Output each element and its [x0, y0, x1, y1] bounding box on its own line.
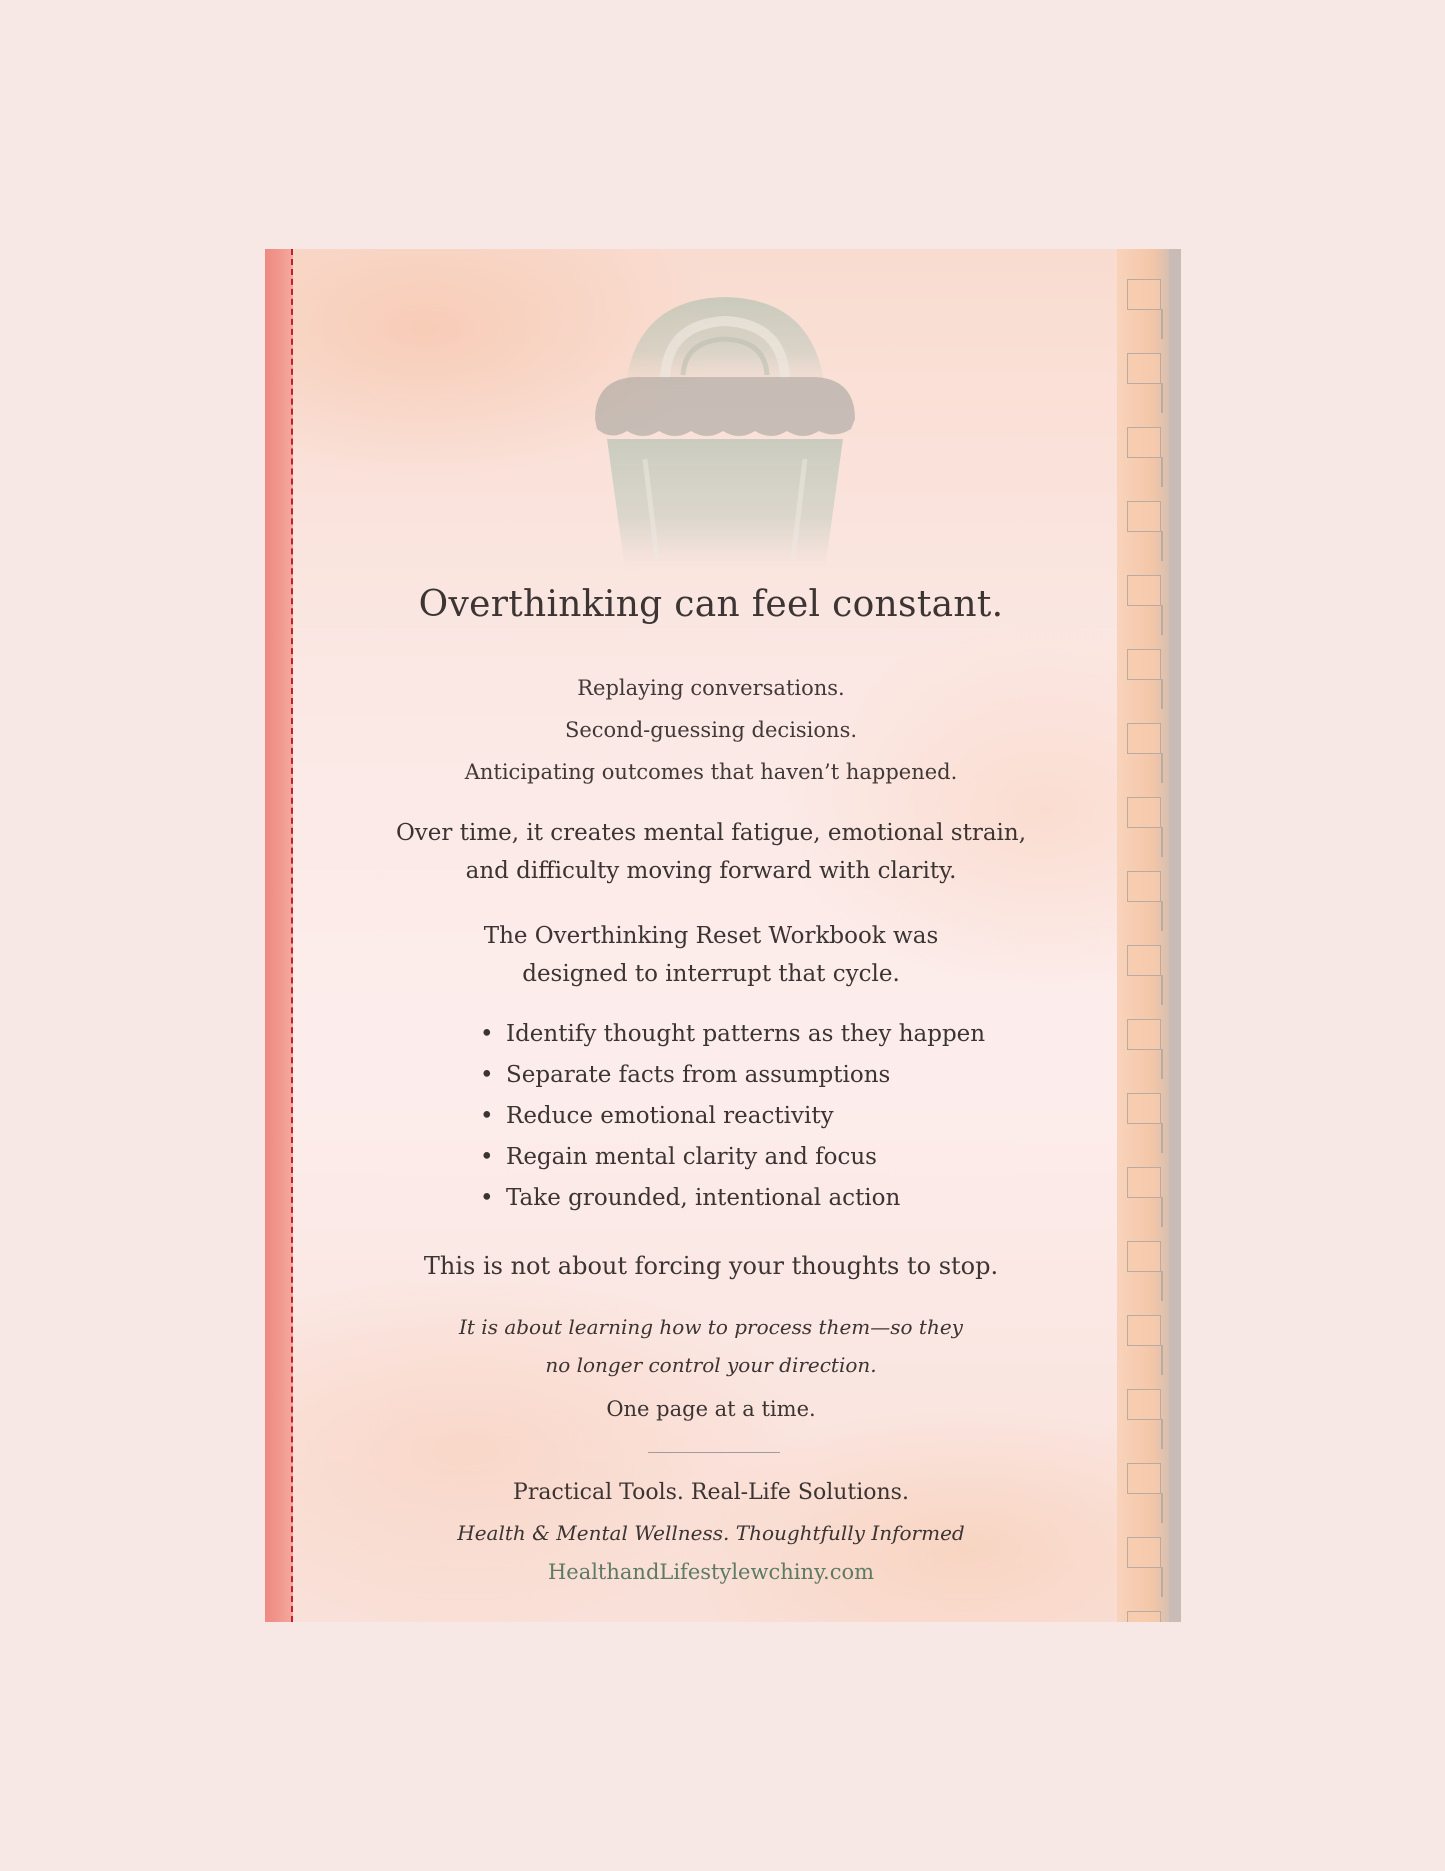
- list-item: • Identify thought patterns as they happen: [480, 1014, 985, 1055]
- benefit-list: [480, 1014, 985, 1219]
- page-tab: [1127, 649, 1161, 680]
- page-tab-connector: [1161, 383, 1163, 413]
- italic-line: no longer control your direction.: [545, 1353, 877, 1377]
- page-tab: [1127, 1611, 1161, 1622]
- book-spine: [265, 249, 293, 1622]
- page-tab-connector: [1161, 1049, 1163, 1079]
- page-tab-connector: [1161, 309, 1163, 339]
- page-tab: [1127, 1241, 1161, 1272]
- page-tab: [1127, 1315, 1161, 1346]
- page-tab-connector: [1161, 827, 1163, 857]
- footer-tagline: Practical Tools. Real-Life Solutions.: [513, 1480, 909, 1505]
- page-tab-strip: [1117, 249, 1181, 1622]
- intro-line: Second-guessing decisions.: [564, 718, 858, 742]
- page-tab-connector: [1161, 1493, 1163, 1523]
- page-tab-connector: [1161, 1197, 1163, 1227]
- page-tab: [1127, 1389, 1161, 1420]
- list-item: • Regain mental clarity and focus: [480, 1137, 985, 1178]
- page-edge: [1169, 249, 1181, 1622]
- page-tab-connector: [1161, 1345, 1163, 1375]
- page-tab: [1127, 1167, 1161, 1198]
- page-tab: [1127, 1019, 1161, 1050]
- spine-stitch-line: [291, 249, 293, 1622]
- closing-line: One page at a time.: [606, 1397, 816, 1421]
- paragraph-line: The Overthinking Reset Workbook was: [483, 923, 939, 949]
- page-tab: [1127, 1093, 1161, 1124]
- intro-line: Replaying conversations.: [577, 676, 845, 700]
- page-tab-connector: [1161, 753, 1163, 783]
- page-tab-connector: [1161, 1419, 1163, 1449]
- page-tab: [1127, 353, 1161, 384]
- trash-bin-icon: [555, 279, 895, 569]
- page-tab: [1127, 871, 1161, 902]
- italic-paragraph: [305, 1308, 1117, 1384]
- page-tab: [1127, 1463, 1161, 1494]
- list-item: • Take grounded, intentional action: [480, 1178, 985, 1219]
- page-tab: [1127, 945, 1161, 976]
- fatigue-paragraph: [305, 814, 1117, 890]
- page-tab-connector: [1161, 531, 1163, 561]
- page-tab: [1127, 427, 1161, 458]
- page-tab-connector: [1161, 679, 1163, 709]
- page-tab-connector: [1161, 901, 1163, 931]
- page-tab-connector: [1161, 975, 1163, 1005]
- page-title: Overthinking can feel constant.: [418, 584, 1004, 625]
- italic-line: It is about learning how to process them—so they: [459, 1315, 963, 1339]
- list-item: • Separate facts from assumptions: [480, 1055, 985, 1096]
- page-tab: [1127, 575, 1161, 606]
- page-tab: [1127, 1537, 1161, 1568]
- intro-lines: [305, 667, 1117, 793]
- page-tab-connector: [1161, 1271, 1163, 1301]
- list-item: • Reduce emotional reactivity: [480, 1096, 985, 1137]
- statement-text: This is not about forcing your thoughts to stop.: [423, 1252, 999, 1280]
- page-tab: [1127, 723, 1161, 754]
- paragraph-line: designed to interrupt that cycle.: [522, 961, 900, 987]
- page-tab-connector: [1161, 457, 1163, 487]
- page-tab-connector: [1161, 605, 1163, 635]
- page-tab-connector: [1161, 1123, 1163, 1153]
- paragraph-line: and difficulty moving forward with clarity.: [465, 858, 957, 884]
- footer-subtagline: Health & Mental Wellness. Thoughtfully Informed: [457, 1521, 965, 1545]
- page-tab: [1127, 279, 1161, 310]
- intro-line: Anticipating outcomes that haven’t happened.: [464, 760, 958, 784]
- workbook-back-cover: [265, 249, 1181, 1622]
- divider: [648, 1452, 780, 1453]
- workbook-paragraph: [305, 917, 1117, 993]
- page-tab-connector: [1161, 1567, 1163, 1597]
- paragraph-line: Over time, it creates mental fatigue, emotional strain,: [395, 820, 1027, 846]
- website-link[interactable]: HealthandLifestylewchiny.com: [547, 1560, 875, 1584]
- page-tab: [1127, 797, 1161, 828]
- page-tab: [1127, 501, 1161, 532]
